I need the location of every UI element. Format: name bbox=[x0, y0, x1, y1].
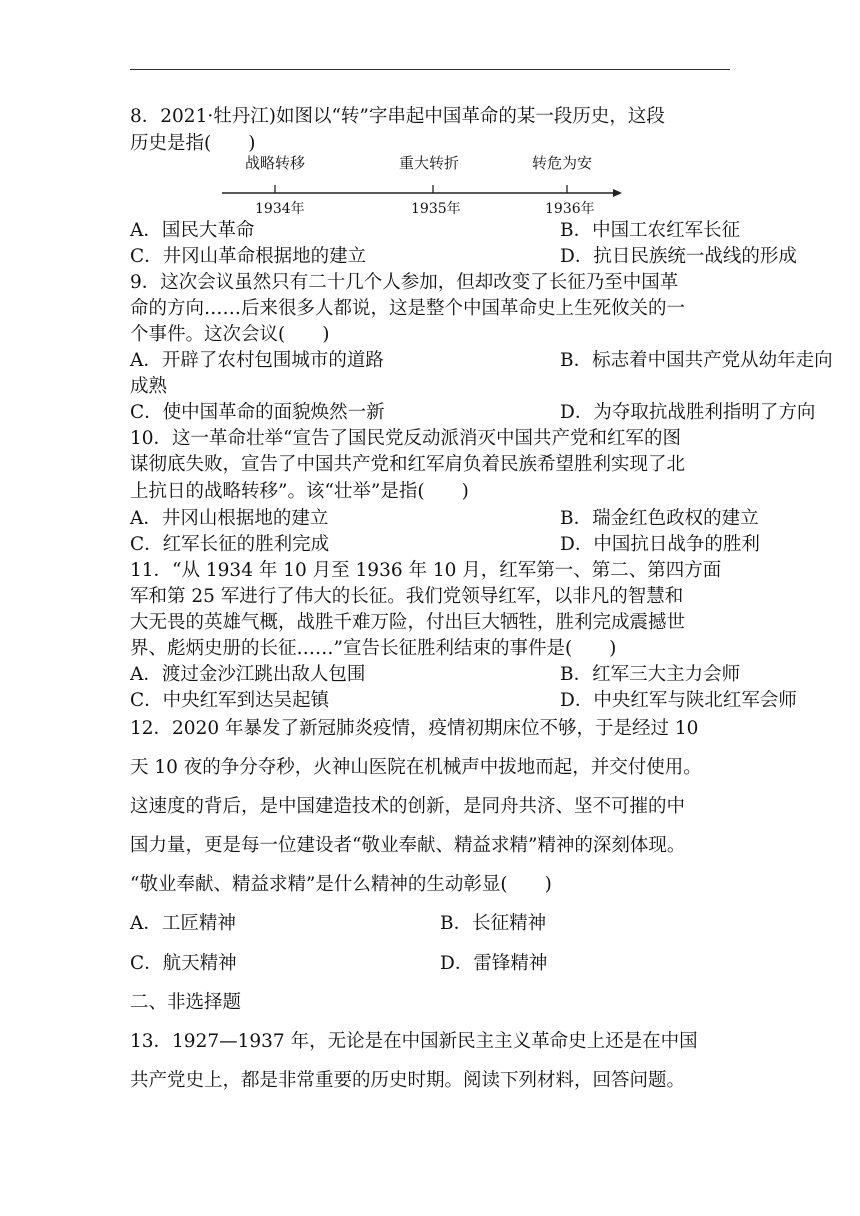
q10-stem-line3: 上抗日的战略转移”。该“壮举”是指( ) bbox=[130, 481, 469, 502]
q13-stem-line2: 共产党史上，都是非常重要的历史时期。阅读下列材料，回答问题。 bbox=[130, 1070, 686, 1091]
q12-stem-line1: 12．2020 年暴发了新冠肺炎疫情，疫情初期床位不够，于是经过 10 bbox=[130, 718, 699, 739]
timeline-event-2: 重大转折 bbox=[399, 154, 460, 172]
q11-option-c: C．中央红军到达吴起镇 bbox=[130, 690, 330, 711]
q11-option-d: D．中央红军与陕北红军会师 bbox=[560, 690, 797, 711]
q10-stem-line2: 谋彻底失败，宣告了中国共产党和红军肩负着民族希望胜利实现了北 bbox=[130, 454, 686, 475]
header-rule bbox=[130, 69, 730, 70]
section-heading: 二、非选择题 bbox=[130, 992, 242, 1013]
q10-option-c: C．红军长征的胜利完成 bbox=[130, 534, 330, 555]
q8-option-d: D．抗日民族统一战线的形成 bbox=[560, 246, 797, 267]
q9-option-b: B．标志着中国共产党从幼年走向 bbox=[560, 350, 833, 371]
q12-stem-line3: 这速度的背后，是中国建造技术的创新，是同舟共济、坚不可摧的中 bbox=[130, 796, 686, 817]
q8-options-ab bbox=[130, 218, 741, 244]
q9-stem-line3: 个事件。这次会议( ) bbox=[130, 324, 330, 345]
q12-option-c: C．航天精神 bbox=[130, 953, 237, 974]
timeline-year-1: 1934年 bbox=[255, 201, 305, 217]
timeline-year-3: 1936年 bbox=[545, 201, 595, 217]
q10-option-d: D．中国抗日战争的胜利 bbox=[560, 534, 760, 555]
q9-options-cd bbox=[130, 400, 816, 426]
q11-option-b: B．红军三大主力会师 bbox=[560, 664, 741, 685]
q8-option-c: C．井冈山革命根据地的建立 bbox=[130, 246, 367, 267]
q11-options-ab bbox=[130, 662, 741, 688]
q8-option-b: B．中国工农红军长征 bbox=[560, 220, 741, 241]
q11-option-a: A．渡过金沙江跳出敌人包围 bbox=[130, 664, 366, 685]
timeline-figure bbox=[222, 152, 622, 220]
q10-option-b: B．瑞金红色政权的建立 bbox=[560, 508, 759, 529]
q12-stem-line5: “敬业奉献、精益求精”是什么精神的生动彰显( ) bbox=[130, 874, 552, 895]
q11-options-cd bbox=[130, 688, 797, 714]
q13-stem-line1: 13．1927—1937 年，无论是在中国新民主主义革命史上还是在中国 bbox=[130, 1031, 698, 1052]
q12-option-b: B．长征精神 bbox=[440, 913, 547, 934]
q12-stem-line4: 国力量，更是每一位建设者“敬业奉献、精益求精”精神的深刻体现。 bbox=[130, 835, 686, 856]
q9-options-ab bbox=[130, 348, 833, 374]
timeline-year-2: 1935年 bbox=[411, 201, 461, 217]
q12-stem-line2: 天 10 夜的争分夺秒，火神山医院在机械声中拔地而起，并交付使用。 bbox=[130, 757, 702, 778]
q12-options-cd bbox=[130, 951, 736, 977]
q8-options-cd bbox=[130, 244, 797, 270]
q11-stem-line2: 军和第 25 军进行了伟大的长征。我们党领导红军，以非凡的智慧和 bbox=[130, 586, 684, 607]
q9-stem-line2: 命的方向……后来很多人都说，这是整个中国革命史上生死攸关的一 bbox=[130, 298, 686, 319]
q8-stem-line2: 历史是指( ) bbox=[130, 133, 256, 154]
q11-stem-line1: 11．“从 1934 年 10 月至 1936 年 10 月，红军第一、第二、第四方面 bbox=[130, 560, 722, 581]
q10-option-a: A．井冈山根据地的建立 bbox=[130, 508, 329, 529]
q10-options-cd bbox=[130, 532, 760, 558]
q12-option-d: D．雷锋精神 bbox=[440, 953, 548, 974]
q9-stem-line1: 9．这次会议虽然只有二十几个人参加，但却改变了长征乃至中国革 bbox=[130, 272, 679, 293]
q9-option-b-continued: 成熟 bbox=[130, 376, 168, 397]
q8-stem-line1: 8．2021·牡丹江)如图以“转”字串起中国革命的某一段历史，这段 bbox=[130, 106, 665, 127]
q10-stem-line1: 10．这一革命壮举“宣告了国民党反动派消灭中国共产党和红军的图 bbox=[130, 428, 682, 449]
timeline-event-1: 战略转移 bbox=[245, 154, 306, 172]
q10-options-ab bbox=[130, 506, 759, 532]
q9-option-d: D．为夺取抗战胜利指明了方向 bbox=[560, 402, 816, 423]
q9-option-c: C．使中国革命的面貌焕然一新 bbox=[130, 402, 385, 423]
q8-option-a: A．国民大革命 bbox=[130, 220, 255, 241]
q9-option-a: A．开辟了农村包围城市的道路 bbox=[130, 350, 384, 371]
q12-options-ab bbox=[130, 911, 736, 937]
timeline-event-3: 转危为安 bbox=[532, 154, 593, 172]
q11-stem-line3: 大无畏的英雄气概，战胜千难万险，付出巨大牺牲，胜利完成震撼世 bbox=[130, 612, 686, 633]
q11-stem-line4: 界、彪炳史册的长征……”宣告长征胜利结束的事件是( ) bbox=[130, 638, 617, 659]
q12-option-a: A．工匠精神 bbox=[130, 913, 236, 934]
